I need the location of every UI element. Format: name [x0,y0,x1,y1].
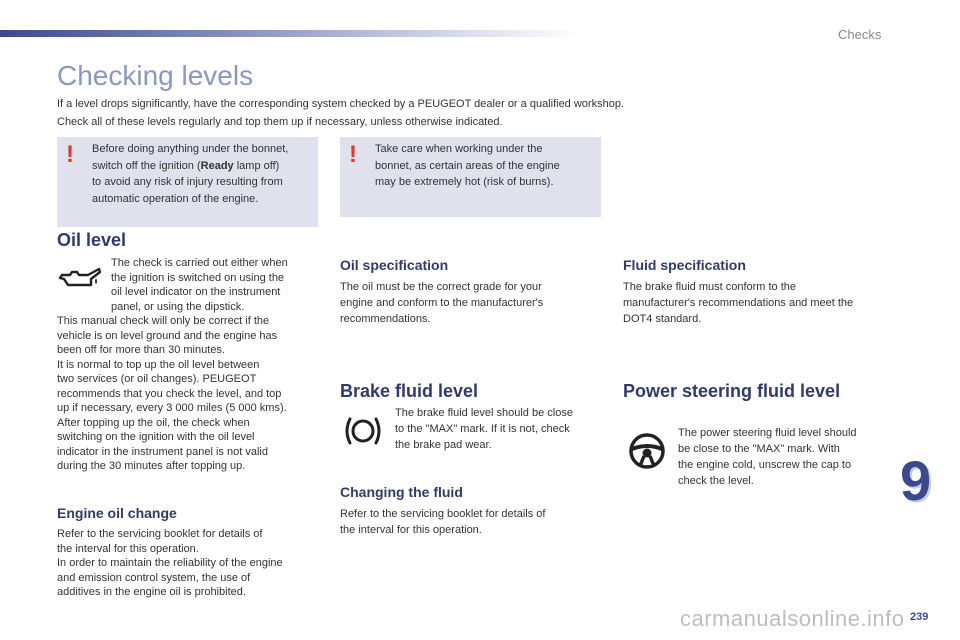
brake-warning-icon [344,414,382,453]
warning-box-ignition [57,137,318,227]
oil-level-heading: Oil level [57,230,127,250]
warning-text-ignition: Before doing anything under the bonnet, switch off the ignition (Ready lamp off) to avoid any risk of injury resulting from automatic operation of the engine. [92,143,289,205]
power-steering-body: The power steering fluid level should be close to the "MAX" mark. With the engine cold, unscrew the cap to check the level. [678,427,857,487]
changing-fluid-body: Refer to the servicing booklet for details of the interval for this operation. [340,508,546,536]
warning-exclamation-icon: ! [349,141,357,168]
warning-box-hot-engine [340,137,601,217]
fluid-specification-heading: Fluid specification [623,257,746,273]
changing-fluid-heading: Changing the fluid [340,484,463,500]
warning-exclamation-icon: ! [66,141,74,168]
brake-fluid-body: The brake fluid level should be close to the "MAX" mark. If it is not, check the brake pad wear. [395,407,573,451]
oil-level-intro: The check is carried out either when the ignition is switched on using the oil level indicator on the instrument panel, or using the dipstick. [111,257,288,313]
warning-text-hot-engine: Take care when working under the bonnet, as certain areas of the engine may be extremely hot (risk of burns). [375,143,560,188]
engine-oil-change-heading: Engine oil change [57,505,177,521]
oil-can-icon [58,266,102,295]
header-gradient-bar [0,30,580,37]
engine-oil-change-body: Refer to the servicing booklet for details of the interval for this operation. In order to maintain the reliability of the engine and emission control system, the use of additives in the engine oil is prohibited. [57,528,283,598]
fluid-specification-body: The brake fluid must conform to the manufacturer's recommendations and meet the DOT4 standard. [623,281,854,325]
oil-specification-heading: Oil specification [340,257,449,273]
section-label: Checks [838,27,882,42]
brake-fluid-heading: Brake fluid level [340,381,479,401]
intro-line-1: If a level drops significantly, have the corresponding system checked by a PEUGEOT dealer or a qualified workshop. [57,98,624,110]
page-title: Checking levels [57,60,254,91]
oil-level-body: This manual check will only be correct if the vehicle is on level ground and the engine has been off for more than 30 minutes. It is normal to top up the oil level between two services (or oil changes). PEUGEOT recommends that you check the level, and top up if necessary, every 3 000 miles (5 000 kms). After topping up the oil, the check when switching on the ignition with the oil level indicator in the instrument panel is not valid during the 30 minutes after topping up. [57,315,287,472]
power-steering-heading: Power steering fluid level [623,381,841,401]
page-number: 239 [910,611,929,623]
intro-line-2: Check all of these levels regularly and top them up if necessary, unless otherwise indicated. [57,116,503,128]
watermark: carmanualsonline.info [680,606,905,631]
chapter-number: 9 [900,449,932,512]
steering-wheel-icon [627,432,667,475]
oil-specification-body: The oil must be the correct grade for your engine and conform to the manufacturer's recommendations. [340,281,544,325]
